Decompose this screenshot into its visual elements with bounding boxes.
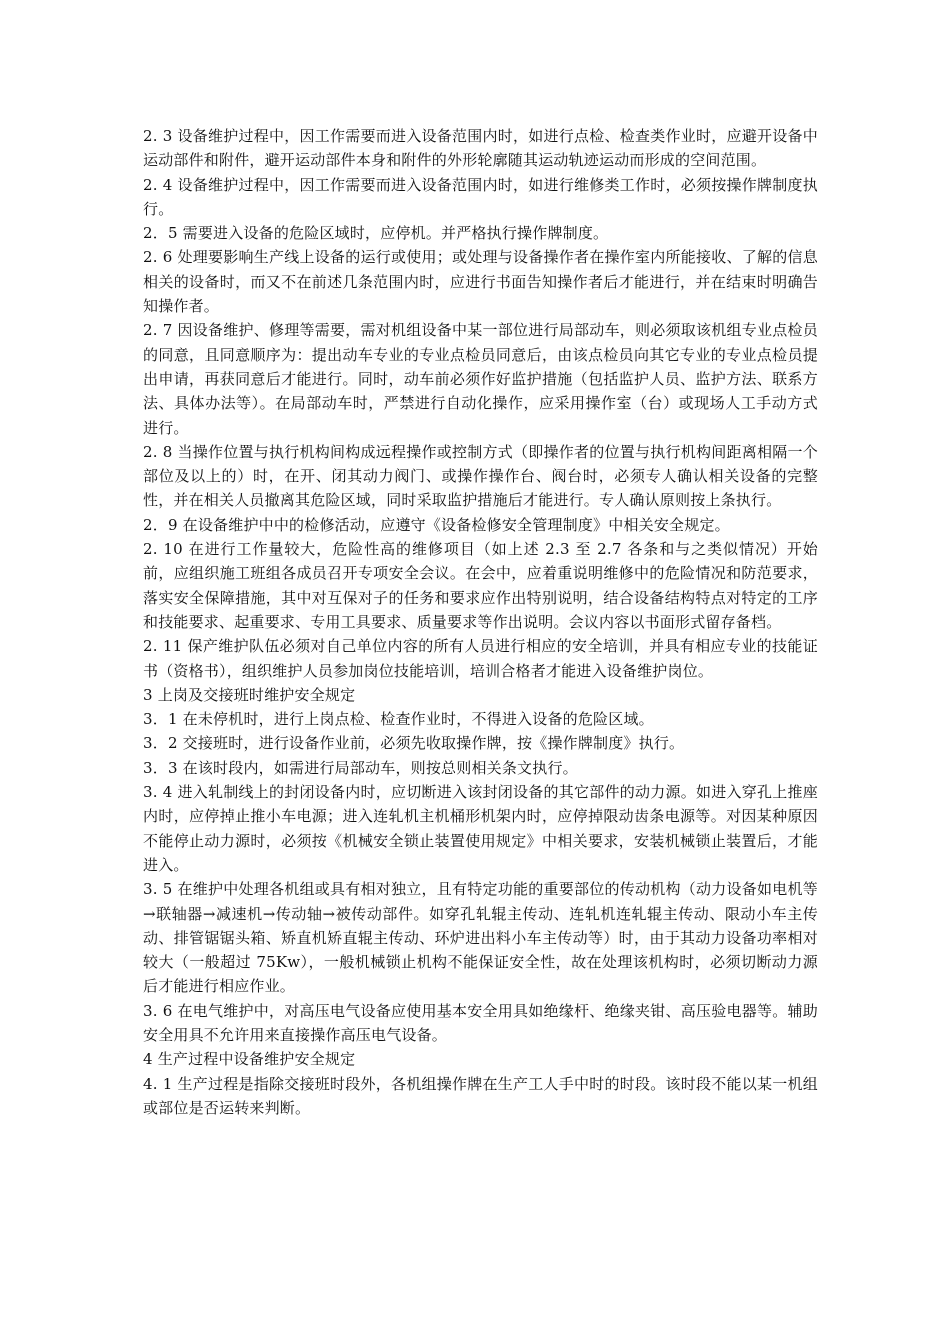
clause-3-5: 3. 5 在维护中处理各机组或具有相对独立，且有特定功能的重要部位的传动机构（动力设备如电机等→联轴器→减速机→传动轴→被传动部件。如穿孔轧辊主传动、连轧机连轧辊主传动、限动小车主传动、排管锯锯头箱、矫直机矫直辊主传动、环炉进出料小车主传动等）时，由于其动力设备功率相对较大（一般超过 75Kw），一般机械锁止机构不能保证安全性，故在处理该机构时，必须切断动力源后才能进行相应作业。 <box>143 880 818 996</box>
clause-2-10: 2. 10 在进行工作量较大，危险性高的维修项目（如上述 2.3 至 2.7 各条和与之类似情况）开始前，应组织施工班组各成员召开专项安全会议。在会中，应着重说明维修中的危险情况和防范要求，落实安全保障措施，其中对互保对子的任务和要求应作出特别说明，结合设备结构特点对特定的工序和技能要求、起重要求、专用工具要求、质量要求等作出说明。会议内容以书面形式留存备档。 <box>143 540 818 631</box>
clause-2-8: 2. 8 当操作位置与执行机构间构成远程操作或控制方式（即操作者的位置与执行机构间距离相隔一个部位及以上的）时，在开、闭其动力阀门、或操作操作台、阀台时，必须专人确认相关设备的完整性，并在相关人员撤离其危险区域，同时采取监护措施后才能进行。专人确认原则按上条执行。 <box>143 442 818 510</box>
clause-3-6: 3. 6 在电气维护中，对高压电气设备应使用基本安全用具如绝缘杆、绝缘夹钳、高压验电器等。辅助安全用具不允许用来直接操作高压电气设备。 <box>143 1001 818 1044</box>
clause-2-6: 2. 6 处理要影响生产线上设备的运行或使用；或处理与设备操作者在操作室内所能接收、了解的信息相关的设备时，而又不在前述几条范围内时，应进行书面告知操作者后才能进行，并在结束时明确告知操作者。 <box>143 248 818 316</box>
clause-2-11: 2. 11 保产维护队伍必须对自己单位内容的所有人员进行相应的安全培训，并具有相应专业的技能证书（资格书），组织维护人员参加岗位技能培训，培训合格者才能进入设备维护岗位。 <box>143 637 818 680</box>
clause-2-7: 2. 7 因设备维护、修理等需要，需对机组设备中某一部位进行局部动车，则必须取该机组专业点检员的同意，且同意顺序为：提出动车专业的专业点检员同意后，由该点检员向其它专业的专业点检员提出申请，再获同意后才能进行。同时，动车前必须作好监护措施（包括监护人员、监护方法、联系方法、具体办法等）。在局部动车时，严禁进行自动化操作，应采用操作室（台）或现场人工手动方式进行。 <box>143 321 818 437</box>
clause-2-4: 2. 4 设备维护过程中，因工作需要而进入设备范围内时，如进行维修类工作时，必须按操作牌制度执行。 <box>143 175 818 218</box>
clause-3-1: 3．1 在未停机时，进行上岗点检、检查作业时，不得进入设备的危险区域。 <box>143 710 654 729</box>
document-body <box>143 124 818 1120</box>
section-heading-3: 3 上岗及交接班时维护安全规定 <box>143 685 356 704</box>
clause-4-1: 4. 1 生产过程是指除交接班时段外，各机组操作牌在生产工人手中时的时段。该时段不能以某一机组或部位是否运转来判断。 <box>143 1074 818 1117</box>
clause-3-3: 3．3 在该时段内，如需进行局部动车，则按总则相关条文执行。 <box>143 758 578 777</box>
clause-2-9: 2．9 在设备维护中中的检修活动，应遵守《设备检修安全管理制度》中相关安全规定。 <box>143 515 730 534</box>
clause-2-3: 2. 3 设备维护过程中，因工作需要而进入设备范围内时，如进行点检、检查类作业时，应避开设备中运动部件和附件，避开运动部件本身和附件的外形轮廓随其运动轨迹运动而形成的空间范围。 <box>143 127 818 170</box>
section-heading-4: 4 生产过程中设备维护安全规定 <box>143 1050 356 1069</box>
clause-3-2: 3．2 交接班时，进行设备作业前，必须先收取操作牌，按《操作牌制度》执行。 <box>143 734 685 753</box>
clause-3-4: 3. 4 进入轧制线上的封闭设备内时，应切断进入该封闭设备的其它部件的动力源。如进入穿孔上推座内时，应停掉止推小车电源；进入连轧机主机桶形机架内时，应停掉限动齿条电源等。对因某种原因不能停止动力源时，必须按《机械安全锁止装置使用规定》中相关要求，安装机械锁止装置后，才能进入。 <box>143 783 818 874</box>
clause-2-5: 2．5 需要进入设备的危险区域时，应停机。并严格执行操作牌制度。 <box>143 224 609 243</box>
